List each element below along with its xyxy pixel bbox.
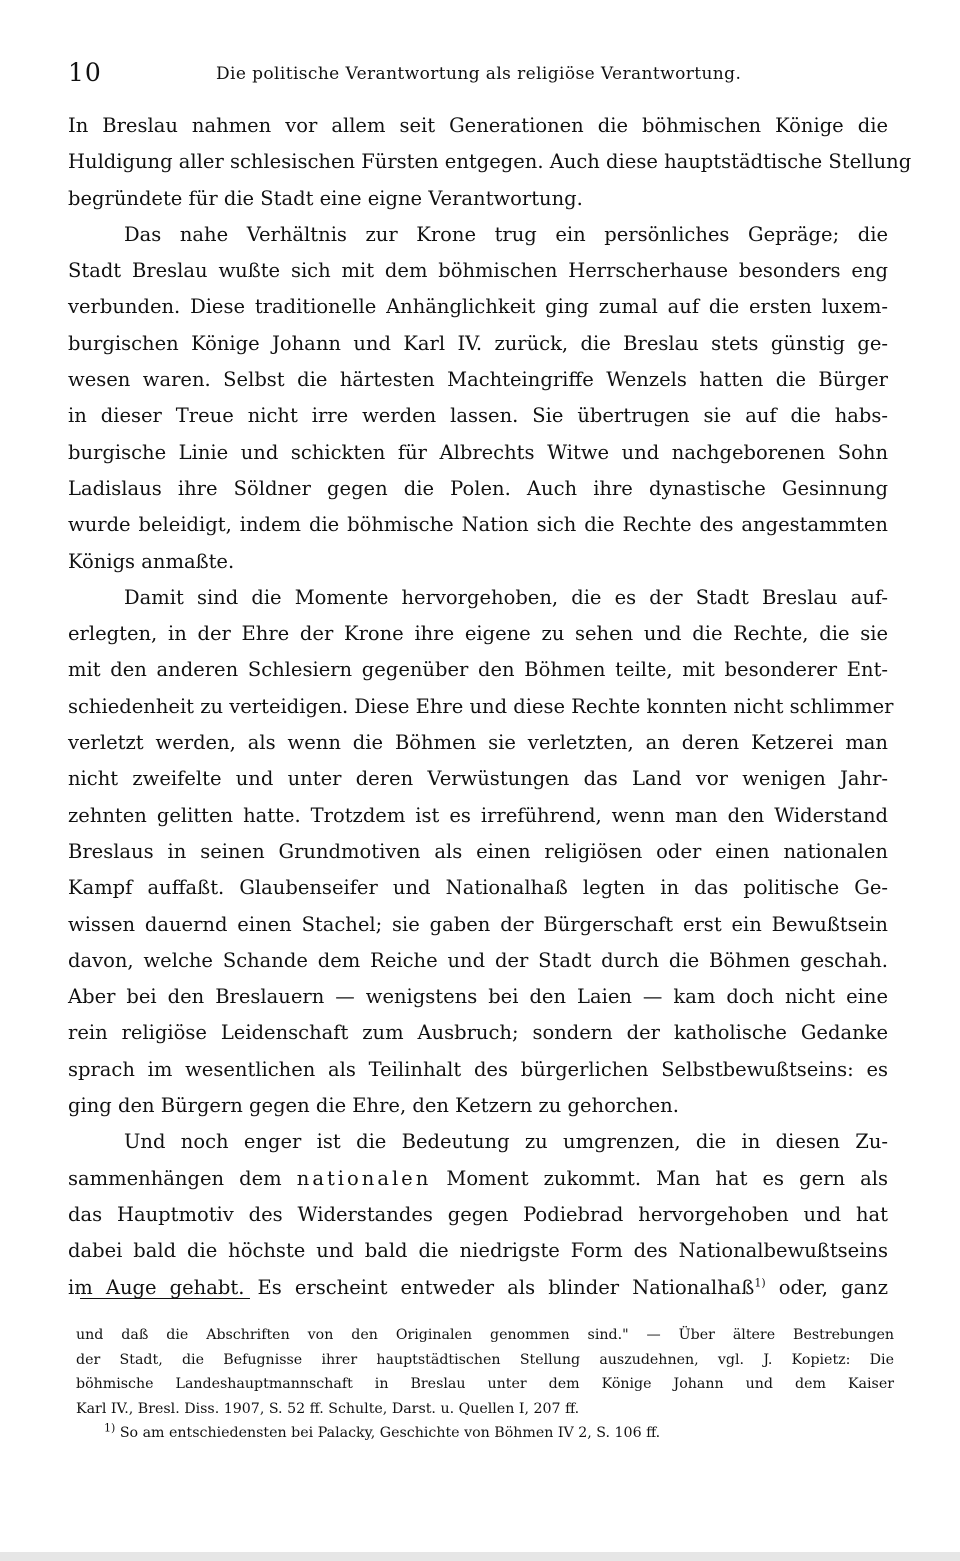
text-line: verbunden. Diese traditionelle Anhänglichkeit ging zumal auf die ersten luxem-: [68, 295, 888, 319]
text-line: Das nahe Verhältnis zur Krone trug ein persönliches Gepräge; die: [124, 222, 888, 246]
text-line: Aber bei den Breslauern — wenigstens bei den Laien — kam doch nicht eine: [68, 985, 888, 1009]
text-segment: im Auge gehabt. Es erscheint entweder als blinder Nationalhaß: [68, 1275, 755, 1299]
text-line: Kampf auffaßt. Glaubenseifer und Nationalhaß legten in das politische Ge-: [68, 876, 888, 900]
text-line: sprach im wesentlichen als Teilinhalt des bürgerlichen Selbstbewußtseins: es: [68, 1057, 888, 1081]
text-line: schiedenheit zu verteidigen. Diese Ehre und diese Rechte konnten nicht schlimmer: [68, 694, 894, 718]
page-header: [68, 58, 888, 94]
text-line: Damit sind die Momente hervorgehoben, die es der Stadt Breslau auf-: [124, 585, 888, 609]
footnote-line: und daß die Abschriften von den Originalen genommen sind." — Über ältere Bestrebungen: [76, 1327, 894, 1343]
footnote-line: der Stadt, die Befugnisse ihrer hauptstädtischen Stellung auszudehnen, vgl. J. Kopietz: Die: [76, 1351, 894, 1368]
footnote-text: So am entschiedensten bei Palacky, Geschichte von Böhmen IV 2, S. 106 ff.: [119, 1425, 661, 1442]
text-line: wesen waren. Selbst die härtesten Machteingriffe Wenzels hatten die Bürger: [68, 368, 888, 392]
body-text: [68, 108, 912, 1306]
text-line: verletzt werden, als wenn die Böhmen sie verletzten, an deren Ketzerei man: [68, 731, 888, 755]
text-line: nicht zweifelte und unter deren Verwüstungen das Land vor wenigen Jahr-: [68, 767, 888, 791]
text-line: [68, 1161, 888, 1197]
text-line: Huldigung aller schlesischen Fürsten entgegen. Auch diese hauptstädtische Stellung: [68, 150, 912, 174]
text-line: Königs anmaßte.: [68, 549, 235, 573]
text-segment: sammenhängen dem: [68, 1166, 282, 1190]
text-line: davon, welche Schande dem Reiche und der Stadt durch die Böhmen geschah.: [68, 948, 888, 972]
page-number: 10: [68, 58, 102, 87]
text-line: in dieser Treue nicht irre werden lassen. Sie übertrugen sie auf die habs-: [68, 404, 888, 428]
text-line: Ladislaus ihre Söldner gegen die Polen. Auch ihre dynastische Gesinnung: [68, 476, 888, 500]
footnote-divider: [80, 1298, 250, 1299]
text-line: wissen dauernd einen Stachel; sie gaben der Bürgerschaft erst ein Bewußtsein: [68, 912, 888, 936]
text-line: ging den Bürgern gegen die Ehre, den Ketzern zu gehorchen.: [68, 1094, 679, 1118]
footnote-line: Karl IV., Bresl. Diss. 1907, S. 52 ff. Schulte, Darst. u. Quellen I, 207 ff.: [76, 1400, 580, 1417]
text-line: Stadt Breslau wußte sich mit dem böhmischen Herrscherhause besonders eng: [68, 259, 888, 283]
text-line: rein religiöse Leidenschaft zum Ausbruch; sondern der katholische Gedanke: [68, 1021, 888, 1045]
text-segment: Moment zukommt. Man hat es gern als: [446, 1166, 889, 1190]
footnote-marker: 1): [104, 1421, 116, 1435]
text-line: erlegten, in der Ehre der Krone ihre eigene zu sehen und die Rechte, die sie: [68, 622, 888, 646]
text-line: burgischen Könige Johann und Karl IV. zurück, die Breslau stets günstig ge-: [68, 331, 888, 355]
text-line: Und noch enger ist die Bedeutung zu umgrenzen, die in diesen Zu-: [124, 1130, 888, 1154]
text-line: das Hauptmotiv des Widerstandes gegen Podiebrad hervorgehoben und hat: [68, 1202, 888, 1226]
text-line: Breslaus in seinen Grundmotiven als einen religiösen oder einen nationalen: [68, 839, 888, 863]
footnote-marker: 1): [754, 1276, 766, 1289]
text-line: begründete für die Stadt eine eigne Verantwortung.: [68, 186, 583, 210]
footnote-line: [76, 1421, 894, 1446]
text-line: zehnten gelitten hatte. Trotzdem ist es irreführend, wenn man den Widerstand: [68, 803, 888, 827]
text-line: wurde beleidigt, indem die böhmische Nation sich die Rechte des angestammten: [68, 513, 888, 537]
text-line: burgische Linie und schickten für Albrechts Witwe und nachgeborenen Sohn: [68, 440, 888, 464]
text-line: [68, 1270, 888, 1306]
text-line: In Breslau nahmen vor allem seit Generationen die böhmischen Könige die: [68, 114, 888, 137]
scan-edge: [0, 1552, 960, 1561]
text-segment: oder, ganz: [778, 1275, 888, 1299]
footnote-line: böhmische Landeshauptmannschaft in Breslau unter dem Könige Johann und dem Kaiser: [76, 1376, 894, 1393]
text-line: mit den anderen Schlesiern gegenüber den Böhmen teilte, mit besonderer Ent-: [68, 658, 888, 682]
running-title: Die politische Verantwortung als religiöse Verantwortung.: [216, 64, 742, 84]
footnotes: [76, 1323, 894, 1446]
text-line: dabei bald die höchste und bald die niedrigste Form des Nationalbewußtseins: [68, 1239, 888, 1263]
emphasized-word: nationalen: [296, 1166, 432, 1190]
